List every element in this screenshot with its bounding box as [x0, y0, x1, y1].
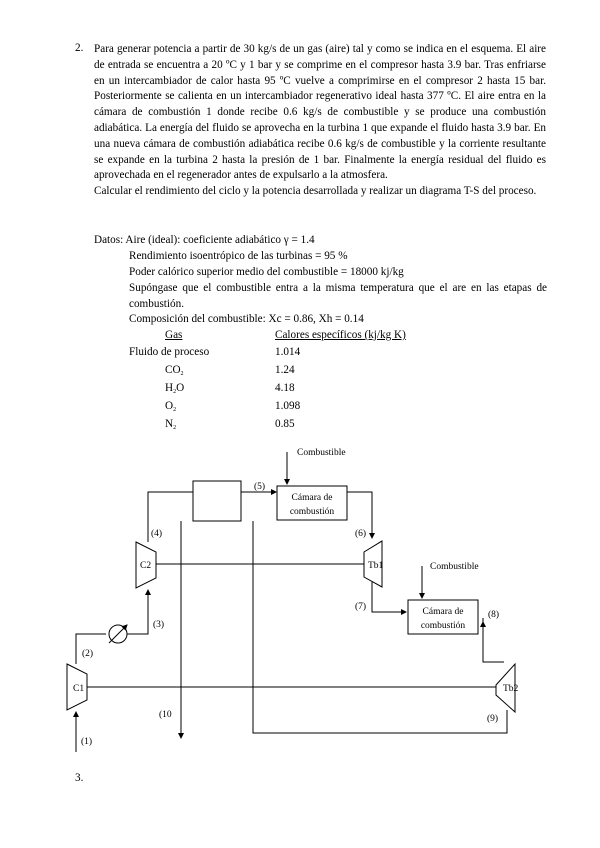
- fuel-2-label: Combustible: [430, 562, 479, 572]
- question-number: 2.: [75, 42, 84, 54]
- point-label: (9): [487, 714, 499, 724]
- line-7: [372, 582, 406, 612]
- tb2-label: Tb2: [503, 684, 519, 694]
- chamber-1-label-2: combustión: [289, 507, 335, 517]
- problem-paragraph-2: Calcular el rendimiento del ciclo y la potencia desarrollada y realizar un diagrama T-S del proceso.: [94, 185, 537, 198]
- table-row-gas: $CO_2$: [165, 364, 184, 377]
- table-row-value: 1.098: [275, 400, 301, 412]
- regenerator: [193, 481, 241, 521]
- table-row-value: 4.18: [275, 382, 295, 394]
- datos-aire: Aire (ideal): coeficiente adiabático γ = 1.4: [125, 234, 315, 246]
- problem-paragraph-1: Para generar potencia a partir de 30 kg/s de un gas (aire) tal y como se indica en el esquema. El aire de entrada se encuentra a 20 ºC y 1 bar y se comprime en el compresor hasta 3.9 bar. Tras enfriarse en un intercambiador de calor hasta 95 ºC vuelve a comprimirse en el compresor 2 hasta 15 bar. Posteriormente se calienta en un intercambiador regenerativo ideal hasta 377 ºC. El aire entra en la cámara de combustión 1 donde recibe 0.6 kg/s de combustible y se produce una combustión adiabática. La energía del fluido se aprovecha en la turbina 1 que expande el fluido hasta 3.9 bar. En una nueva cámara de combustión adiabática recibe 0.6 kg/s de combustible y la corriente resultante se expande en la turbina 2 hasta la presión de 1 bar. Finalmente la energía residual del fluido es aprovechada en el regenerador antes de expulsarlo a la atmosfera.: [94, 43, 546, 182]
- fuel-1-label: Combustible: [297, 448, 346, 458]
- table-row-gas: $O_2$: [165, 400, 177, 413]
- c2-label: C2: [140, 561, 152, 571]
- point-label: (5): [254, 482, 266, 492]
- next-question-number: 3.: [75, 772, 84, 784]
- table-header-cp: Calores específicos (kj/kg K): [275, 329, 406, 341]
- datos-label: Datos:: [94, 234, 124, 246]
- tb1-label: Tb1: [368, 561, 384, 571]
- table-row-value: 1.014: [275, 346, 301, 358]
- datos-rendimiento: Rendimiento isoentrópico de las turbinas = 95 %: [129, 250, 348, 262]
- chamber-2-label-2: combustión: [420, 621, 466, 631]
- table-row-gas: $N_2$: [165, 418, 177, 431]
- table-row-gas: Fluido de proceso: [129, 346, 210, 358]
- datos-poder-calorico: Poder calórico superior medio del combustible = 18000 kj/kg: [129, 266, 404, 278]
- chamber-2-label-1: Cámara de: [422, 607, 464, 617]
- table-row-value: 1.24: [275, 364, 295, 376]
- datos-composicion: Composición del combustible: Xc = 0.86, Xh = 0.14: [129, 313, 364, 325]
- point-label: (2): [82, 649, 94, 659]
- line-9: [253, 521, 507, 733]
- table-row-gas: $H_2O$: [165, 382, 185, 395]
- point-label: (3): [153, 620, 165, 630]
- point-label: (7): [355, 602, 367, 612]
- table-header-gas: Gas: [165, 329, 183, 341]
- line-8: [483, 618, 504, 662]
- point-label: (8): [488, 610, 500, 620]
- point-label: (1): [81, 737, 93, 747]
- chamber-1-label-1: Cámara de: [291, 493, 333, 503]
- point-label: (10: [159, 710, 172, 720]
- datos-supongase: Supóngase que el combustible entra a la misma temperatura que el are en las etapas de combustión.: [129, 282, 547, 310]
- point-label: (6): [355, 529, 367, 539]
- line-3: [127, 590, 148, 634]
- c1-label: C1: [73, 684, 85, 694]
- table-row-value: 0.85: [275, 418, 295, 430]
- point-label: (4): [151, 529, 163, 539]
